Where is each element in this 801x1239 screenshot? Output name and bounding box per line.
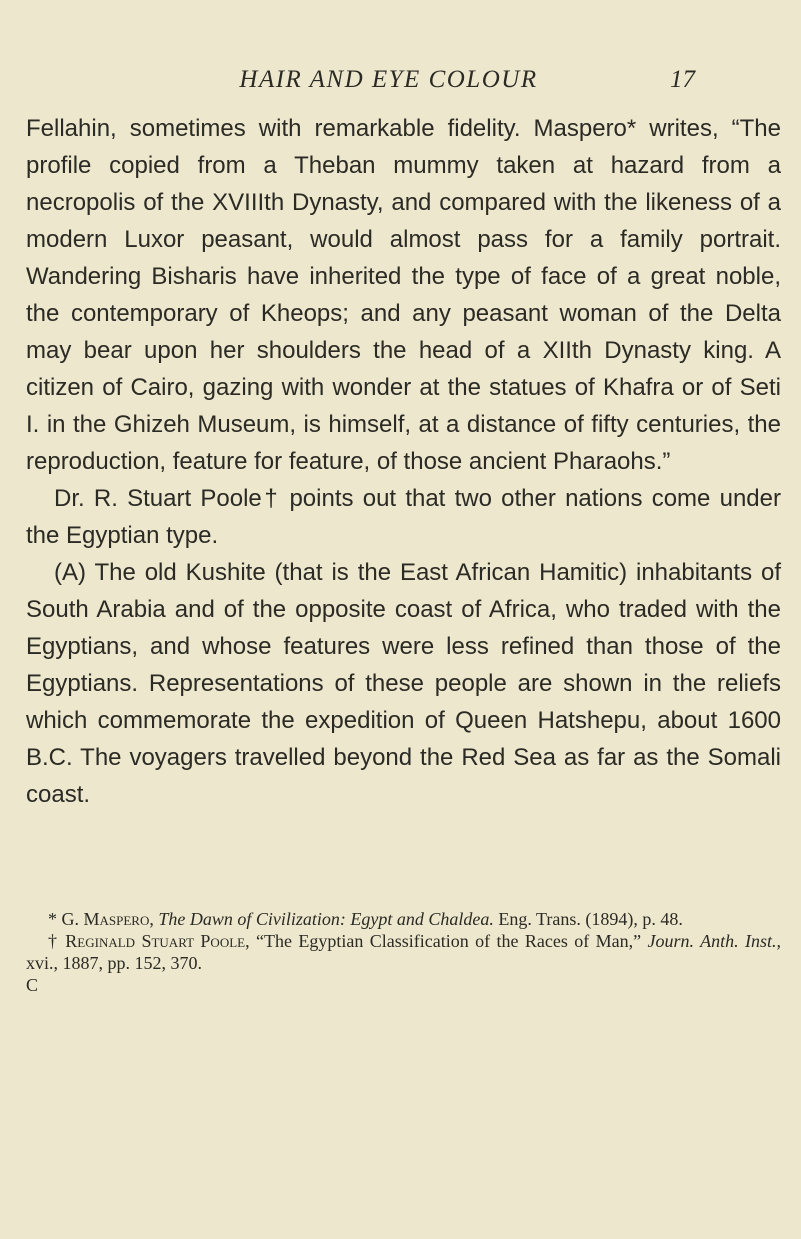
paragraph-3: [26, 554, 781, 813]
footnote-2-rest: xvi., 1887, pp. 152, 370.: [26, 953, 203, 973]
paragraph-3-text: The old Kushite (that is the East African Hamitic) inhabitants of South Arabia and of the opposite coast of Africa, who traded with the Egyptians, and whose features were less refined than those of the Egyptians. Representations of these people are shown in the reliefs which commemorate the expedition of Queen Hatshepu, about 1600: [26, 559, 781, 734]
era-abbrev: B.C.: [26, 744, 73, 771]
footnote-2-mark: †: [48, 931, 66, 951]
footnote-1: [26, 908, 781, 930]
footnote-2-title: “The Egyptian Classification of the Races of Man,”: [249, 931, 648, 951]
signature-mark: C: [26, 975, 39, 995]
footnote-1-rest: Eng. Trans. (1894), p. 48.: [493, 909, 683, 929]
footnote-2-author: Reginald Stuart Poole,: [65, 931, 250, 951]
footnote-1-title: The Dawn of Civilization: Egypt and Chaldea.: [158, 909, 494, 929]
paragraph-3-end: The voyagers travelled beyond the Red Sea as far as the Somali coast.: [26, 744, 781, 808]
footnote-1-author: G. Maspero,: [61, 909, 154, 929]
footnotes: [26, 908, 781, 996]
paragraph-1: Fellahin, sometimes with remarkable fidelity. Maspero* writes, “The profile copied from a Theban mummy taken at hazard from a necropolis of the XVIIIth Dynasty, and compared with the likeness of a modern Luxor peasant, would almost pass for a family portrait. Wandering Bisharis have inherited the type of face of a great noble, the contemporary of Kheops; and any peasant woman of the Delta may bear upon her shoulders the head of a XIIth Dynasty king. A citizen of Cairo, gazing with wonder at the statues of Khafra or of Seti I. in the Ghizeh Museum, is himself, at a distance of fifty centuries, the reproduction, feature for feature, of those ancient Pharaohs.”: [26, 115, 781, 475]
footnote-2: [26, 930, 781, 974]
list-marker-a: (A): [54, 559, 86, 586]
running-title: HAIR AND EYE COLOUR: [239, 66, 538, 93]
main-text: [26, 110, 781, 813]
footnote-2-journal: Journ. Anth. Inst.,: [647, 931, 782, 951]
paragraph-2: Dr. R. Stuart Poole† points out that two other nations come under the Egyptian type.: [26, 485, 781, 549]
page-number: 17: [670, 66, 695, 93]
footnote-1-mark: *: [48, 909, 62, 929]
